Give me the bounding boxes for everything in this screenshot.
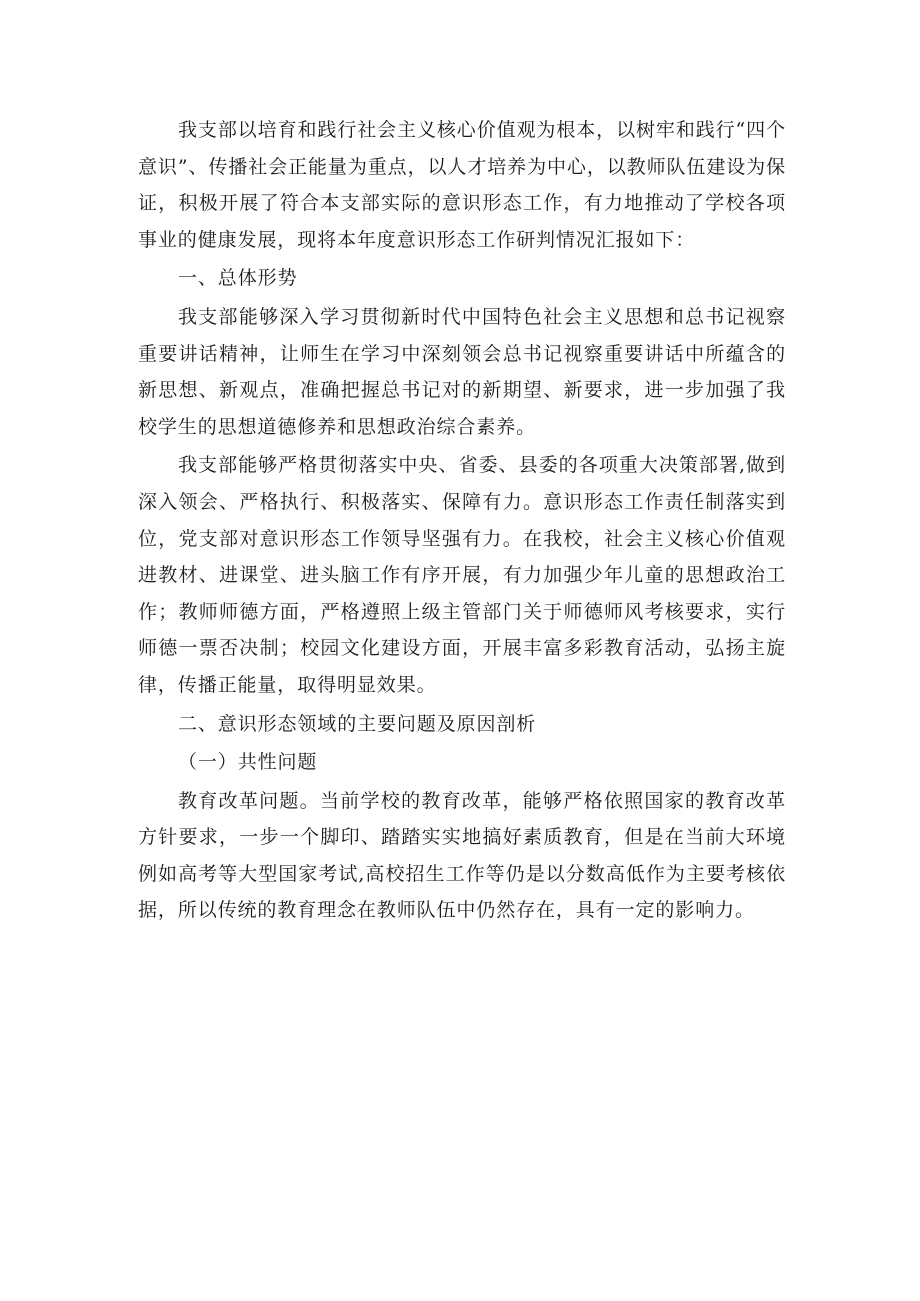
section-2-heading: 二、意识形态领域的主要问题及原因剖析 bbox=[178, 712, 537, 735]
document-body bbox=[138, 112, 786, 929]
section-1-paragraph-1: 我支部能够深入学习贯彻新时代中国特色社会主义思想和总书记视察重要讲话精神，让师生在学习中深刻领会总书记视察重要讲话中所蕴含的新思想、新观点，准确把握总书记对的新期望、新要求，进一步加强了我校学生的思想道德修养和思想政治综合素养。 bbox=[138, 305, 786, 438]
subsection-1-heading: （一）共性问题 bbox=[178, 751, 318, 774]
section-1-paragraph-2: 我支部能够严格贯彻落实中央、省委、县委的各项重大决策部署,做到深入领会、严格执行、积极落实、保障有力。意识形态工作责任制落实到位，党支部对意识形态工作领导坚强有力。在我校，社会主义核心价值观进教材、进课堂、进头脑工作有序开展，有力加强少年儿童的思想政治工作；教师师德方面，严格遵照上级主管部门关于师德师风考核要求，实行师德一票否决制；校园文化建设方面，开展丰富多彩教育活动，弘扬主旋律，传播正能量，取得明显效果。 bbox=[138, 454, 786, 696]
section-1-heading: 一、总体形势 bbox=[178, 267, 298, 290]
intro-paragraph: 我支部以培育和践行社会主义核心价值观为根本，以树牢和践行“四个意识”、传播社会正能量为重点，以人才培养为中心，以教师队伍建设为保证，积极开展了符合本支部实际的意识形态工作，有力地推动了学校各项事业的健康发展，现将本年度意识形态工作研判情况汇报如下： bbox=[138, 119, 786, 251]
subsection-1-paragraph-1: 教育改革问题。当前学校的教育改革，能够严格依照国家的教育改革方针要求，一步一个脚印、踏踏实实地搞好素质教育，但是在当前大环境例如高考等大型国家考试,高校招生工作等仍是以分数高低作为主要考核依据，所以传统的教育理念在教师队伍中仍然存在，具有一定的影响力。 bbox=[138, 789, 786, 922]
